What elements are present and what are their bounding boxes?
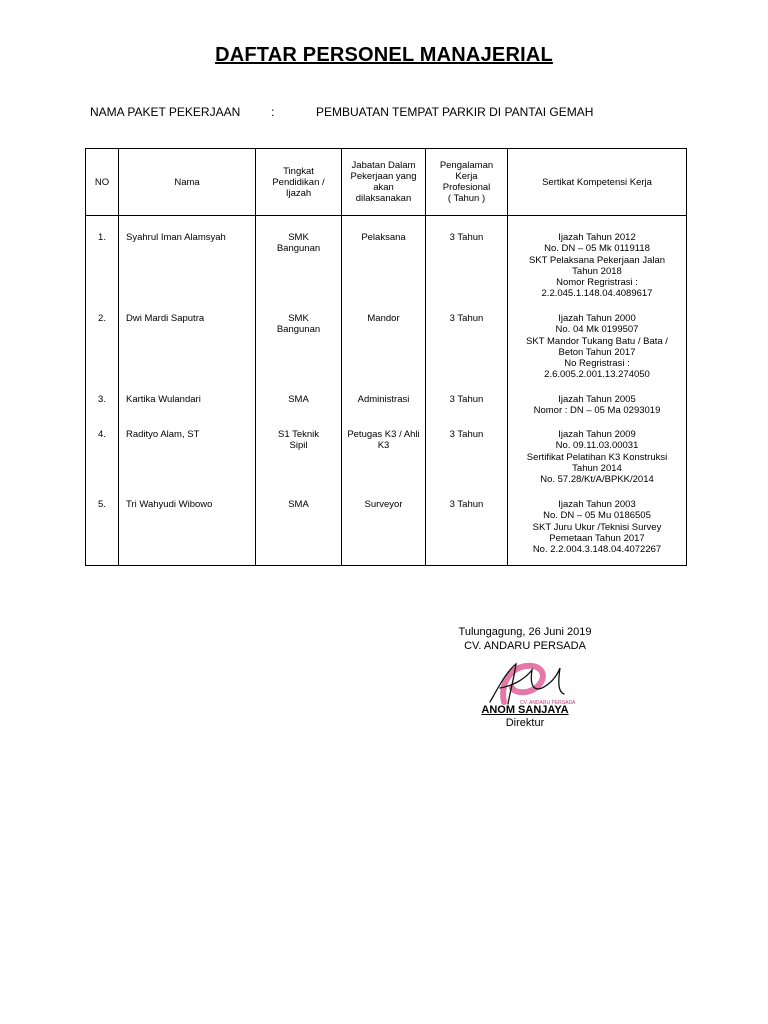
table-row bbox=[86, 499, 687, 566]
place-date: Tulungagung, 26 Juni 2019 bbox=[458, 626, 592, 638]
paket-value: PEMBUATAN TEMPAT PARKIR DI PANTAI GEMAH bbox=[316, 105, 594, 119]
header-no: NO bbox=[86, 149, 119, 216]
cell-pengalaman: 3 Tahun bbox=[426, 313, 508, 394]
table-row bbox=[86, 216, 687, 314]
header-pengalaman: Pengalaman Kerja Profesional ( Tahun ) bbox=[426, 149, 508, 216]
cell-jabatan: Surveyor bbox=[342, 499, 426, 566]
cell-sertifikat: Ijazah Tahun 2003 No. DN – 05 Mu 0186505 SKT Juru Ukur /Teknisi Survey Pemetaan Tahun 2017 No. 2.2.004.3.148.04.4072267 bbox=[508, 499, 687, 566]
cell-pendidikan: S1 Teknik Sipil bbox=[256, 429, 342, 499]
cell-nama: Syahrul Iman Alamsyah bbox=[119, 216, 256, 314]
paket-label: NAMA PAKET PEKERJAAN bbox=[90, 105, 241, 119]
cell-no: 1. bbox=[86, 216, 119, 314]
cell-jabatan: Mandor bbox=[342, 313, 426, 394]
table-row bbox=[86, 429, 687, 499]
cell-pendidikan: SMA bbox=[256, 394, 342, 429]
paket-pekerjaan bbox=[90, 105, 730, 121]
cell-nama: Radityo Alam, ST bbox=[119, 429, 256, 499]
table-header-row bbox=[86, 149, 687, 216]
company-name: CV. ANDARU PERSADA bbox=[464, 640, 586, 652]
cell-pendidikan: SMK Bangunan bbox=[256, 313, 342, 394]
signature-stamp-image bbox=[470, 658, 580, 710]
table-row bbox=[86, 313, 687, 394]
cell-pendidikan: SMK Bangunan bbox=[256, 216, 342, 314]
signatory-role: Direktur bbox=[505, 717, 545, 729]
cell-sertifikat: Ijazah Tahun 2005 Nomor : DN – 05 Ma 0293019 bbox=[508, 394, 687, 429]
cell-pengalaman: 3 Tahun bbox=[426, 216, 508, 314]
header-nama: Nama bbox=[119, 149, 256, 216]
cell-no: 4. bbox=[86, 429, 119, 499]
cell-sertifikat: Ijazah Tahun 2009 No. 09.11.03.00031 Sertifikat Pelatihan K3 Konstruksi Tahun 2014 No. 57.28/Kt/A/BPKK/2014 bbox=[508, 429, 687, 499]
table-row bbox=[86, 394, 687, 429]
cell-pengalaman: 3 Tahun bbox=[426, 429, 508, 499]
header-pendidikan: Tingkat Pendidikan / Ijazah bbox=[256, 149, 342, 216]
cell-pengalaman: 3 Tahun bbox=[426, 394, 508, 429]
header-jabatan: Jabatan Dalam Pekerjaan yang akan dilaksanakan bbox=[342, 149, 426, 216]
cell-sertifikat: Ijazah Tahun 2012 No. DN – 05 Mk 0119118 SKT Pelaksana Pekerjaan Jalan Tahun 2018 Nomor Regristrasi : 2.2.045.1.148.04.4089617 bbox=[508, 216, 687, 314]
stamp-text: CV. ANDARU PERSADA bbox=[520, 700, 576, 706]
cell-no: 3. bbox=[86, 394, 119, 429]
cell-no: 2. bbox=[86, 313, 119, 394]
cell-jabatan: Petugas K3 / Ahli K3 bbox=[342, 429, 426, 499]
paket-separator: : bbox=[271, 105, 275, 119]
cell-sertifikat: Ijazah Tahun 2000 No. 04 Mk 0199507 SKT Mandor Tukang Batu / Bata / Beton Tahun 2017 No Regristrasi : 2.6.005.2.001.13.274050 bbox=[508, 313, 687, 394]
personnel-table bbox=[85, 148, 687, 566]
header-sertifikat: Sertikat Kompetensi Kerja bbox=[508, 149, 687, 216]
cell-no: 5. bbox=[86, 499, 119, 566]
signatory-name: ANOM SANJAYA bbox=[481, 704, 569, 716]
cell-nama: Dwi Mardi Saputra bbox=[119, 313, 256, 394]
cell-jabatan: Pelaksana bbox=[342, 216, 426, 314]
cell-jabatan: Administrasi bbox=[342, 394, 426, 429]
cell-pengalaman: 3 Tahun bbox=[426, 499, 508, 566]
cell-pendidikan: SMA bbox=[256, 499, 342, 566]
cell-nama: Tri Wahyudi Wibowo bbox=[119, 499, 256, 566]
cell-nama: Kartika Wulandari bbox=[119, 394, 256, 429]
document-title: DAFTAR PERSONEL MANAJERIAL bbox=[215, 44, 553, 66]
